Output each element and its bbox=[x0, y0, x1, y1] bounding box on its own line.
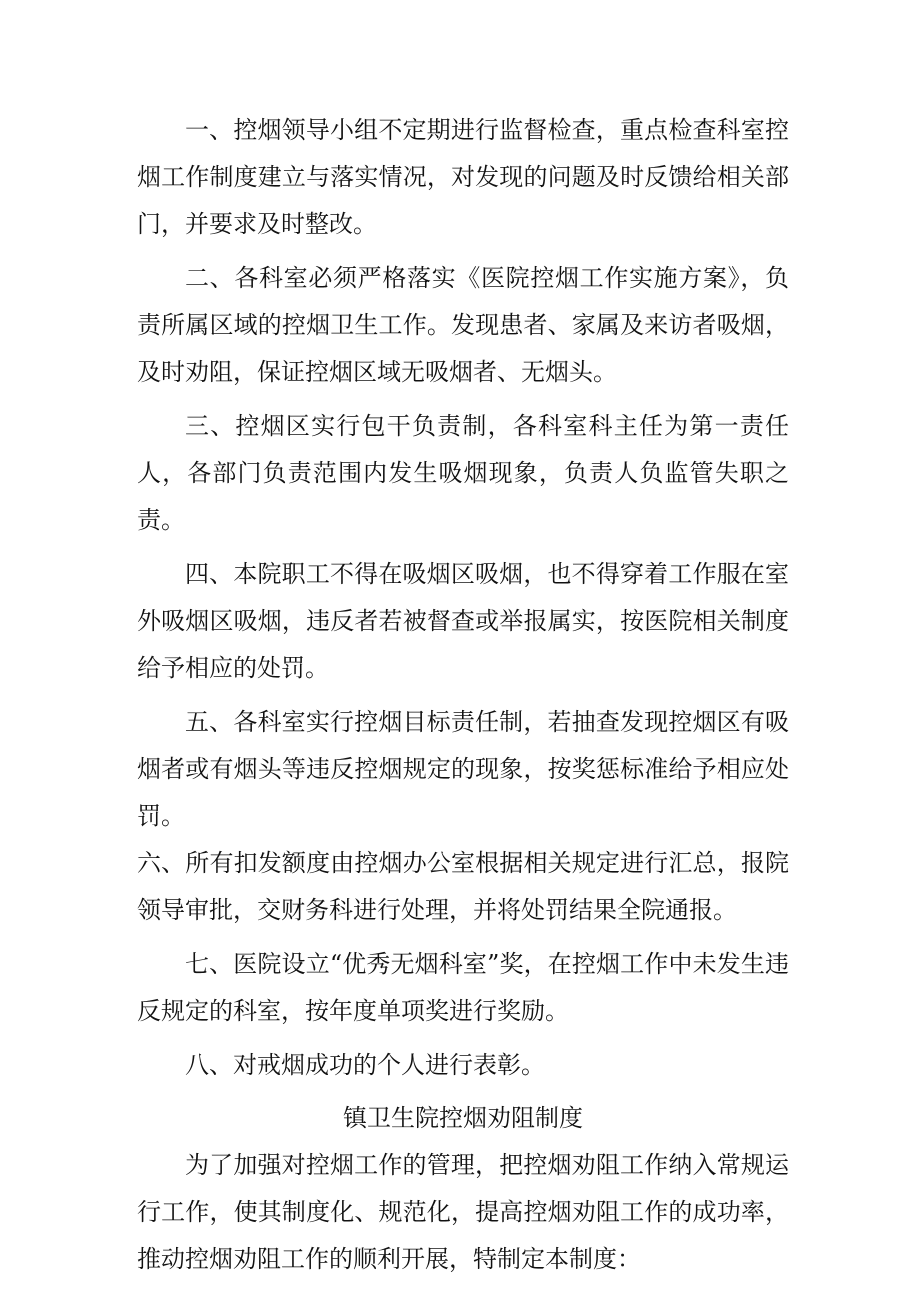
paragraph-5: 五、各科室实行控烟目标责任制，若抽查发现控烟区有吸烟者或有烟头等违反控烟规定的现象，按奖惩标准给予相应处罚。 bbox=[137, 708, 789, 830]
section-title: 镇卫生院控烟劝阻制度 bbox=[343, 1104, 583, 1132]
document-body bbox=[137, 107, 789, 1283]
paragraph-8: 八、对戒烟成功的个人进行表彰。 bbox=[185, 1051, 545, 1079]
paragraph-1: 一、控烟领导小组不定期进行监督检查，重点检查科室控烟工作制度建立与落实情况，对发现的问题及时反馈给相关部门，并要求及时整改。 bbox=[137, 116, 789, 238]
paragraph-7: 七、医院设立“优秀无烟科室”奖，在控烟工作中未发生违反规定的科室，按年度单项奖进行奖励。 bbox=[137, 950, 789, 1025]
intro-paragraph: 为了加强对控烟工作的管理，把控烟劝阻工作纳入常规运行工作，使其制度化、规范化，提高控烟劝阻工作的成功率，推动控烟劝阻工作的顺利开展，特制定本制度： bbox=[137, 1151, 789, 1273]
paragraph-2: 二、各科室必须严格落实《医院控烟工作实施方案》，负责所属区域的控烟卫生工作。发现患者、家属及来访者吸烟，及时劝阻，保证控烟区域无吸烟者、无烟头。 bbox=[137, 264, 789, 386]
paragraph-6: 六、所有扣发额度由控烟办公室根据相关规定进行汇总，报院领导审批，交财务科进行处理，并将处罚结果全院通报。 bbox=[137, 849, 789, 924]
paragraph-3: 三、控烟区实行包干负责制，各科室科主任为第一责任人，各部门负责范围内发生吸烟现象，负责人负监管失职之责。 bbox=[137, 412, 789, 534]
paragraph-4: 四、本院职工不得在吸烟区吸烟，也不得穿着工作服在室外吸烟区吸烟，违反者若被督查或举报属实，按医院相关制度给予相应的处罚。 bbox=[137, 560, 789, 682]
